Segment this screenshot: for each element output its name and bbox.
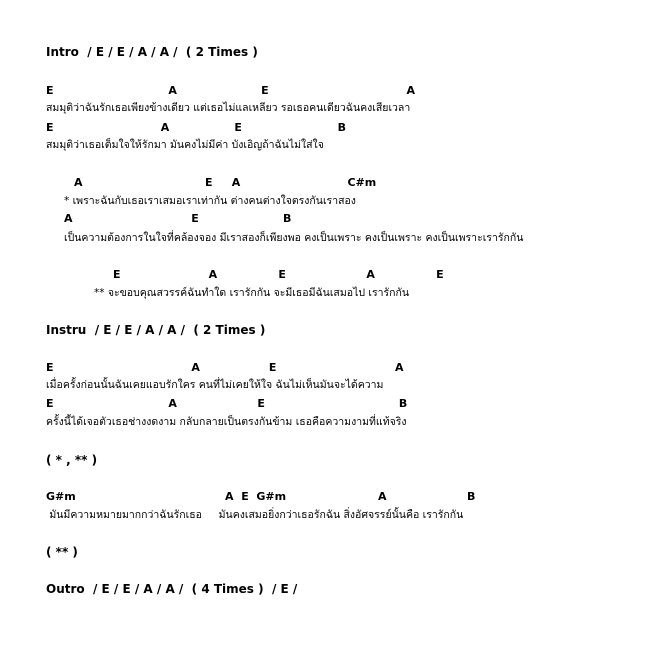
verse2-lyric-1: เมื่อครั้งก่อนนั้นฉันเคยแอบรักใคร คนที่ไม่เคยให้ใจ ฉันไม่เห็นมันจะได้ความ <box>46 379 384 391</box>
repeat-marker-1: ( * , ** ) <box>46 453 98 467</box>
bridge-chords-1: G#m A E G#m A B <box>46 490 476 503</box>
repeat-marker-2: ( ** ) <box>46 545 78 559</box>
verse1-lyric-2: สมมุติว่าเธอเต็มใจให้รักมา มันคงไม่มีค่า บังเอิญถ้าฉันไม่ใส่ใจ <box>46 139 324 151</box>
chorus2-lyric-1: ** จะขอบคุณสวรรค์ฉันทำใด เรารักกัน จะมีเธอมีฉันเสมอไป เรารักกัน <box>94 287 410 299</box>
verse2-lyric-2: ครั้งนี้ได้เจอตัวเธอช่างงดงาม กลับกลายเป็นตรงกันข้าม เธอคือความงามที่แท้จริง <box>46 416 407 428</box>
chorus1-chords-2: A E B <box>64 212 292 225</box>
verse2-chords-2: E A E B <box>46 397 408 410</box>
outro-line: Outro / E / E / A / A / ( 4 Times ) / E / <box>46 582 298 596</box>
chorus2-chords-1: E A E A E <box>113 268 444 281</box>
chorus1-lyric-1: * เพราะฉันกับเธอเราเสมอเราเท่ากัน ต่างคนต่างใจตรงกันเราสอง <box>64 195 356 207</box>
bridge-lyric-1: มันมีความหมายมากกว่าฉันรักเธอ มันคงเสมอยิ่งกว่าเธอรักฉัน สิ่งอัศจรรย์นั้นคือ เรารักกัน <box>46 509 464 521</box>
verse2-chords-1: E A E A <box>46 361 404 374</box>
chorus1-chords-1: A E A C#m <box>74 176 377 189</box>
intro-line: Intro / E / E / A / A / ( 2 Times ) <box>46 45 258 59</box>
verse1-chords-2: E A E B <box>46 121 346 134</box>
instru-line: Instru / E / E / A / A / ( 2 Times ) <box>46 323 266 337</box>
verse1-lyric-1: สมมุติว่าฉันรักเธอเพียงข้างเดียว แต่เธอไม่แลเหลียว รอเธอคนเดียวฉันคงเสียเวลา <box>46 102 411 114</box>
chorus1-lyric-2: เป็นความต้องการในใจที่คล้องจอง มีเราสองก็เพียงพอ คงเป็นเพราะ คงเป็นเพราะ คงเป็นเพราะเรารักกัน <box>64 232 524 244</box>
verse1-chords-1: E A E A <box>46 84 416 97</box>
